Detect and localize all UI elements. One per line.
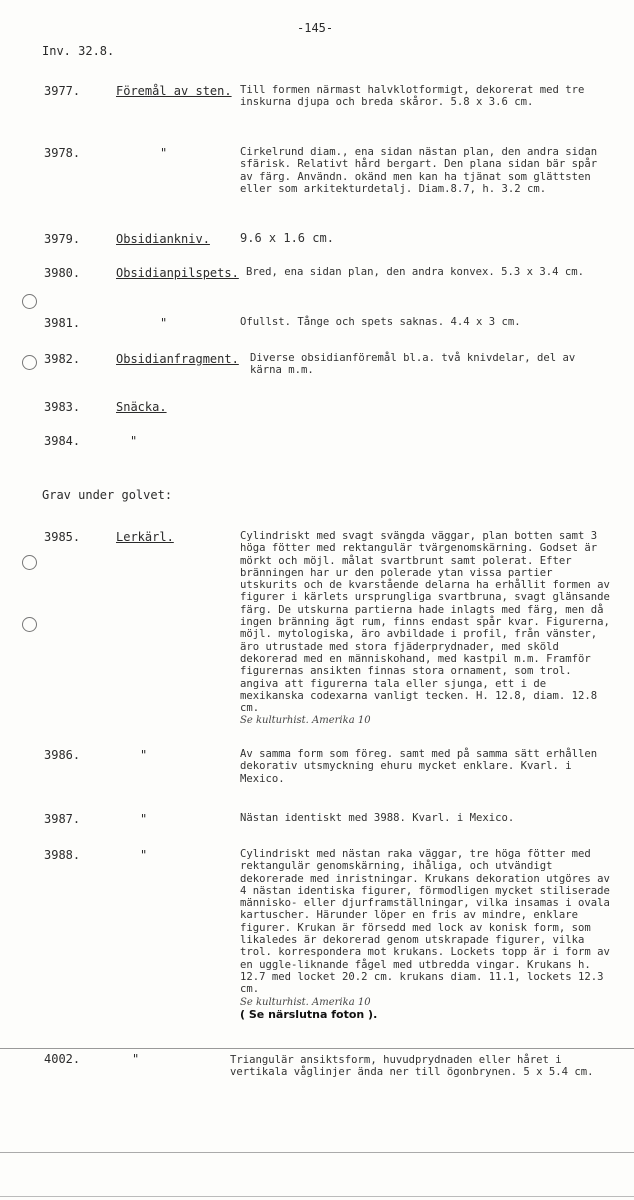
entry-description [240,530,612,728]
ditto-mark: " [132,1052,140,1066]
entry-number: 4002. [44,1052,81,1066]
entry-number: 3988. [44,848,81,862]
entry-description: Ofullst. Tånge och spets saknas. 4.4 x 3 cm. [240,316,521,328]
ditto-mark: " [160,316,168,330]
entry-number: 3978. [44,146,81,160]
entry-description: 9.6 x 1.6 cm. [240,231,334,245]
entry-number: 3979. [44,232,81,246]
ditto-mark: " [160,146,168,160]
entry-description-text: Cylindriskt med svagt svängda väggar, plan botten samt 3 höga fötter med rektangulär tvärgenomskärning. Godset är mörkt och möjl. målat svartbrunt samt polerat. Efter bränningen har ur den polerade ytan vissa partier utskurits och de kvarstående delarna ha erhållit formen av figurer i kärlets ursprungliga svartbruna, svagt glänsande färg. De utskurna partierna hade inlagts med färg, men då ingen bränning ägt rum, finns endast spår kvar. Figurerna, möjl. mytologiska, äro avbildade i profil, från vänster, äro utrustade med stora fjäderprydnader, med sköld dekorerad med en människohand, med kastpil m.m. Framför figurernas ansikten finnas stora ornament, som trol. angiva att figurerna tala eller sjunga, ett i de mexikanska codexarna vanligt tecken. H. 12.8, diam. 12.8 cm. [240,530,610,715]
page-number: -145- [297,21,334,35]
entry-description: Nästan identiskt med 3988. Kvarl. i Mexico. [240,812,515,824]
entry-number: 3982. [44,352,81,366]
punch-hole [22,555,37,570]
ditto-mark: " [140,848,148,862]
entry-object: Obsidiankniv. [116,232,210,246]
entry-object: Föremål av sten. [116,84,232,98]
divider [0,1196,634,1197]
handwritten-note: Se kulturhist. Amerika 10 [240,996,371,1008]
entry-description: Diverse obsidianföremål bl.a. två knivdelar, del av kärna m.m. [250,352,576,377]
entry-description: Av samma form som föreg. samt med på samma sätt erhållen dekorativ utsmyckning ehuru mycket enklare. Kvarl. i Mexico. [240,748,598,785]
entry-number: 3984. [44,434,81,448]
entry-number: 3983. [44,400,81,414]
punch-hole [22,617,37,632]
photo-reference: ( Se närslutna foton ). [240,1007,378,1021]
entry-description: Cirkelrund diam., ena sidan nästan plan, den andra sidan sfärisk. Relativt hård bergart. Den plana sidan bär spår av färg. Användn. okänd men kan ha tjänat som glättsten eller som arkitekturdetalj. Diam.8.7, h. 3.2 cm. [240,146,598,195]
entry-number: 3986. [44,748,81,762]
entry-description-text: Cylindriskt med nästan raka väggar, tre höga fötter med rektangulär genomskärning, ihåliga, och utvändigt dekorerade med inristningar. Krukans dekoration utgöres av 4 nästan identiska figurer, förmodligen mycket stiliserade människo- eller djurframställningar, vilka insamas i ovala kartuscher. Härunder löper en fris av mindre, enklare figurer. Krukan är försedd med lock av konisk form, som likaledes är dekorerad genom utskrapade figurer, vilka trol. korrespondera mot krukans. Lockets topp är i form av en uggle-liknande fågel med utbredda vingar. Krukans h. 12.7 med locket 20.2 cm. krukans diam. 11.1, lockets 12.3 cm. [240,848,610,996]
entry-number: 3980. [44,266,81,280]
entry-description: Triangulär ansiktsform, huvudprydnaden eller håret i vertikala våglinjer ända ner till ögonbrynen. 5 x 5.4 cm. [230,1054,594,1079]
entry-object: Obsidianpilspets. [116,266,239,280]
entry-description: Till formen närmast halvklotformigt, dekorerat med tre inskurna djupa och breda skåror. 5.8 x 3.6 cm. [240,84,585,109]
divider [0,1152,634,1153]
inventory-header: Inv. 32.8. [42,44,115,58]
entry-description: Bred, ena sidan plan, den andra konvex. 5.3 x 3.4 cm. [246,266,585,278]
punch-hole [22,294,37,309]
ditto-mark: " [140,812,148,826]
ditto-mark: " [140,748,148,762]
entry-object: Snäcka. [116,400,167,414]
entry-number: 3987. [44,812,81,826]
divider [0,1048,634,1049]
ditto-mark: " [130,434,138,448]
entry-number: 3985. [44,530,81,544]
punch-hole [22,355,37,370]
entry-description [240,848,612,1021]
entry-object: Lerkärl. [116,530,174,544]
entry-number: 3981. [44,316,81,330]
handwritten-note: Se kulturhist. Amerika 10 [240,715,371,727]
entry-object: Obsidianfragment. [116,352,239,366]
entry-number: 3977. [44,84,81,98]
section-heading: Grav under golvet: [42,488,173,502]
